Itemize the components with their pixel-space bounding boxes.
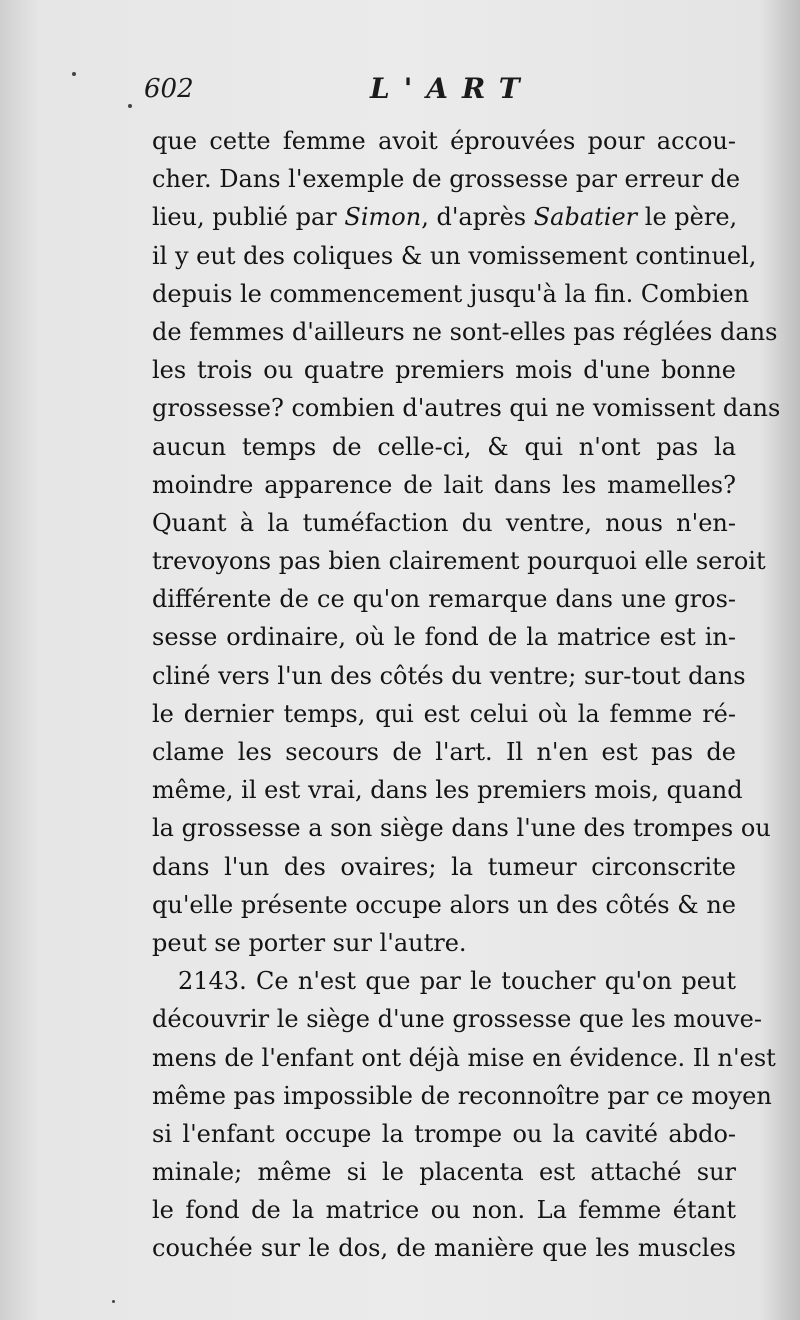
text-line: 2143. Ce n'est que par le toucher qu'on peut <box>178 967 736 996</box>
text-line: les trois ou quatre premiers mois d'une bonne <box>152 356 736 385</box>
text-line: clame les secours de l'art. Il n'en est pas de <box>152 738 736 766</box>
text-line: peut se porter sur l'autre. <box>152 928 467 957</box>
text-line: il y eut des coliques & un vomissement continuel, <box>152 241 757 270</box>
text-segment: , d'après <box>421 203 534 232</box>
text-line: le fond de la matrice ou non. La femme étant <box>152 1196 736 1225</box>
italic-name: Sabatier <box>533 203 638 232</box>
ink-speck <box>128 104 132 108</box>
text-line: Quant à la tuméfaction du ventre, nous n'en- <box>152 508 736 537</box>
text-line: cliné vers l'un des côtés du ventre; sur-tout dans <box>152 661 746 690</box>
text-line: que cette femme avoit éprouvées pour accou- <box>152 127 736 155</box>
text-line: trevoyons pas bien clairement pourquoi elle seroit <box>152 547 766 576</box>
text-line: depuis le commencement jusqu'à la fin. Combien <box>152 279 750 308</box>
body-text <box>152 122 781 1268</box>
text-line: cher. Dans l'exemple de grossesse par erreur de <box>152 165 741 194</box>
text-segment: lieu, publié par <box>152 203 345 232</box>
running-title: L'ART <box>370 72 534 105</box>
text-line: même pas impossible de reconnoître par ce moyen <box>152 1081 772 1110</box>
text-line: même, il est vrai, dans les premiers mois, quand <box>152 776 743 805</box>
text-line: minale; même si le placenta est attaché sur <box>152 1158 736 1187</box>
text-line: qu'elle présente occupe alors un des côtés & ne <box>152 890 736 919</box>
ink-speck <box>72 72 76 76</box>
text-line: sesse ordinaire, où le fond de la matrice est in- <box>152 623 736 652</box>
page-number: 602 <box>144 74 194 104</box>
text-segment: le père, <box>637 203 738 232</box>
text-line <box>152 198 736 236</box>
text-line: dans l'un des ovaires; la tumeur circonscrite <box>152 852 736 881</box>
text-line: moindre apparence de lait dans les mamelles? <box>152 470 736 499</box>
italic-name: Simon <box>344 203 422 232</box>
text-line: le dernier temps, qui est celui où la femme ré- <box>152 699 736 728</box>
text-line: découvrir le siège d'une grossesse que les mouve- <box>152 1005 762 1034</box>
text-line: couchée sur le dos, de manière que les muscles <box>152 1234 736 1263</box>
text-line: mens de l'enfant ont déjà mise en évidence. Il n'est <box>152 1043 776 1072</box>
text-line: la grossesse a son siège dans l'une des trompes ou <box>152 814 771 843</box>
text-line: aucun temps de celle-ci, & qui n'ont pas la <box>152 432 736 461</box>
text-line: si l'enfant occupe la trompe ou la cavité abdo- <box>152 1119 736 1148</box>
text-line: grossesse? combien d'autres qui ne vomissent dans <box>152 394 781 423</box>
ink-speck <box>112 1300 115 1303</box>
running-head <box>140 70 740 110</box>
text-line: différente de ce qu'on remarque dans une gros- <box>152 585 736 614</box>
text-line: de femmes d'ailleurs ne sont-elles pas réglées dans <box>152 317 778 346</box>
